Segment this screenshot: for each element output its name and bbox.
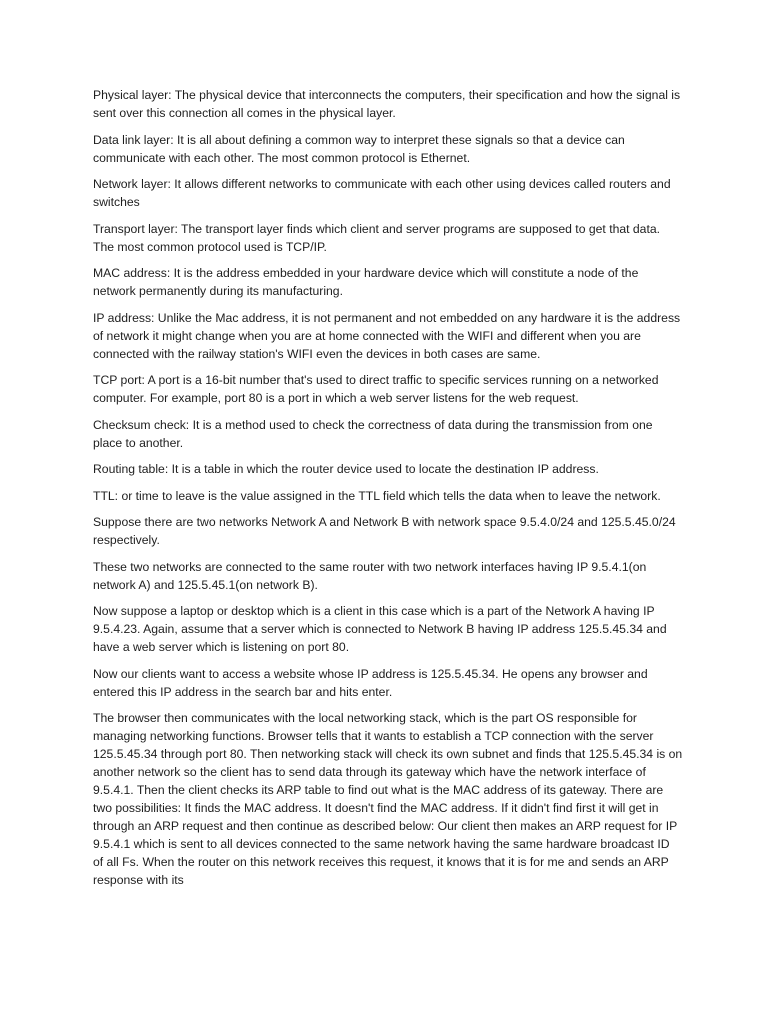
paragraph-router-interfaces: These two networks are connected to the same router with two network interfaces having IP 9.5.4.1(on network A) and 125.5.45.1(on network B). bbox=[93, 559, 647, 592]
document-body bbox=[93, 86, 683, 898]
paragraph-routing-table: Routing table: It is a table in which the router device used to locate the destination IP address. bbox=[93, 462, 599, 476]
paragraph-ttl: TTL: or time to leave is the value assigned in the TTL field which tells the data when to leave the network. bbox=[93, 488, 661, 503]
paragraph-checksum-check: Checksum check: It is a method used to check the correctness of data during the transmission from one place to another. bbox=[93, 417, 653, 450]
paragraph-mac-address: MAC address: It is the address embedded in your hardware device which will constitute a node of the network permanently during its manufacturing. bbox=[93, 266, 639, 298]
paragraph-client-server-setup: Now suppose a laptop or desktop which is a client in this case which is a part of the Network A having IP 9.5.4.23. Again, assume that a server which is connected to Network B having IP address 125.5.45.34 and have a web server which is listening on port 80. bbox=[93, 604, 667, 654]
paragraph-data-link-layer: Data link layer: It is all about defining a common way to interpret these signals so that a device can communicate with each other. The most common protocol is Ethernet. bbox=[93, 132, 625, 165]
paragraph-transport-layer: Transport layer: The transport layer finds which client and server programs are supposed to get that data. The most common protocol used is TCP/IP. bbox=[93, 221, 661, 254]
paragraph-network-layer: Network layer: It allows different networks to communicate with each other using devices called routers and switches bbox=[93, 177, 671, 209]
paragraph-ip-address: IP address: Unlike the Mac address, it is not permanent and not embedded on any hardware it is the address of network it might change when you are at home connected with the WIFI and different when you are connected with the railway station's WIFI even the devices in both cases are same. bbox=[93, 310, 681, 361]
paragraph-two-networks: Suppose there are two networks Network A and Network B with network space 9.5.4.0/24 and 125.5.45.0/24 respectively. bbox=[93, 515, 676, 547]
paragraph-browser-networking-stack: The browser then communicates with the local networking stack, which is the part OS responsible for managing networking functions. Browser tells that it wants to establish a TCP connection with the server 125.5.45.34 through port 80. Then networking stack will check its own subnet and finds that 125.5.45.34 is on another network so the client has to send data through its gateway which have the network interface of 9.5.4.1. Then the client checks its ARP table to find out what is the MAC address of its gateway. There are two possibilities: It finds the MAC address. It doesn't find the MAC address. If it didn't find first it will get in through an ARP request and then continue as described below: Our client then makes an ARP request for IP 9.5.4.1 which is sent to all devices connected to the same network having the same hardware broadcast ID of all Fs. When the router on this network receives this request, it knows that it is for me and sends an ARP response with its bbox=[93, 711, 683, 887]
paragraph-physical-layer: Physical layer: The physical device that interconnects the computers, their specification and how the signal is sent over this connection all comes in the physical layer. bbox=[93, 88, 681, 120]
paragraph-tcp-port: TCP port: A port is a 16-bit number that's used to direct traffic to specific services running on a networked computer. For example, port 80 is a port in which a web server listens for the web request. bbox=[93, 373, 659, 405]
paragraph-client-request: Now our clients want to access a website whose IP address is 125.5.45.34. He opens any browser and entered this IP address in the search bar and hits enter. bbox=[93, 666, 648, 699]
